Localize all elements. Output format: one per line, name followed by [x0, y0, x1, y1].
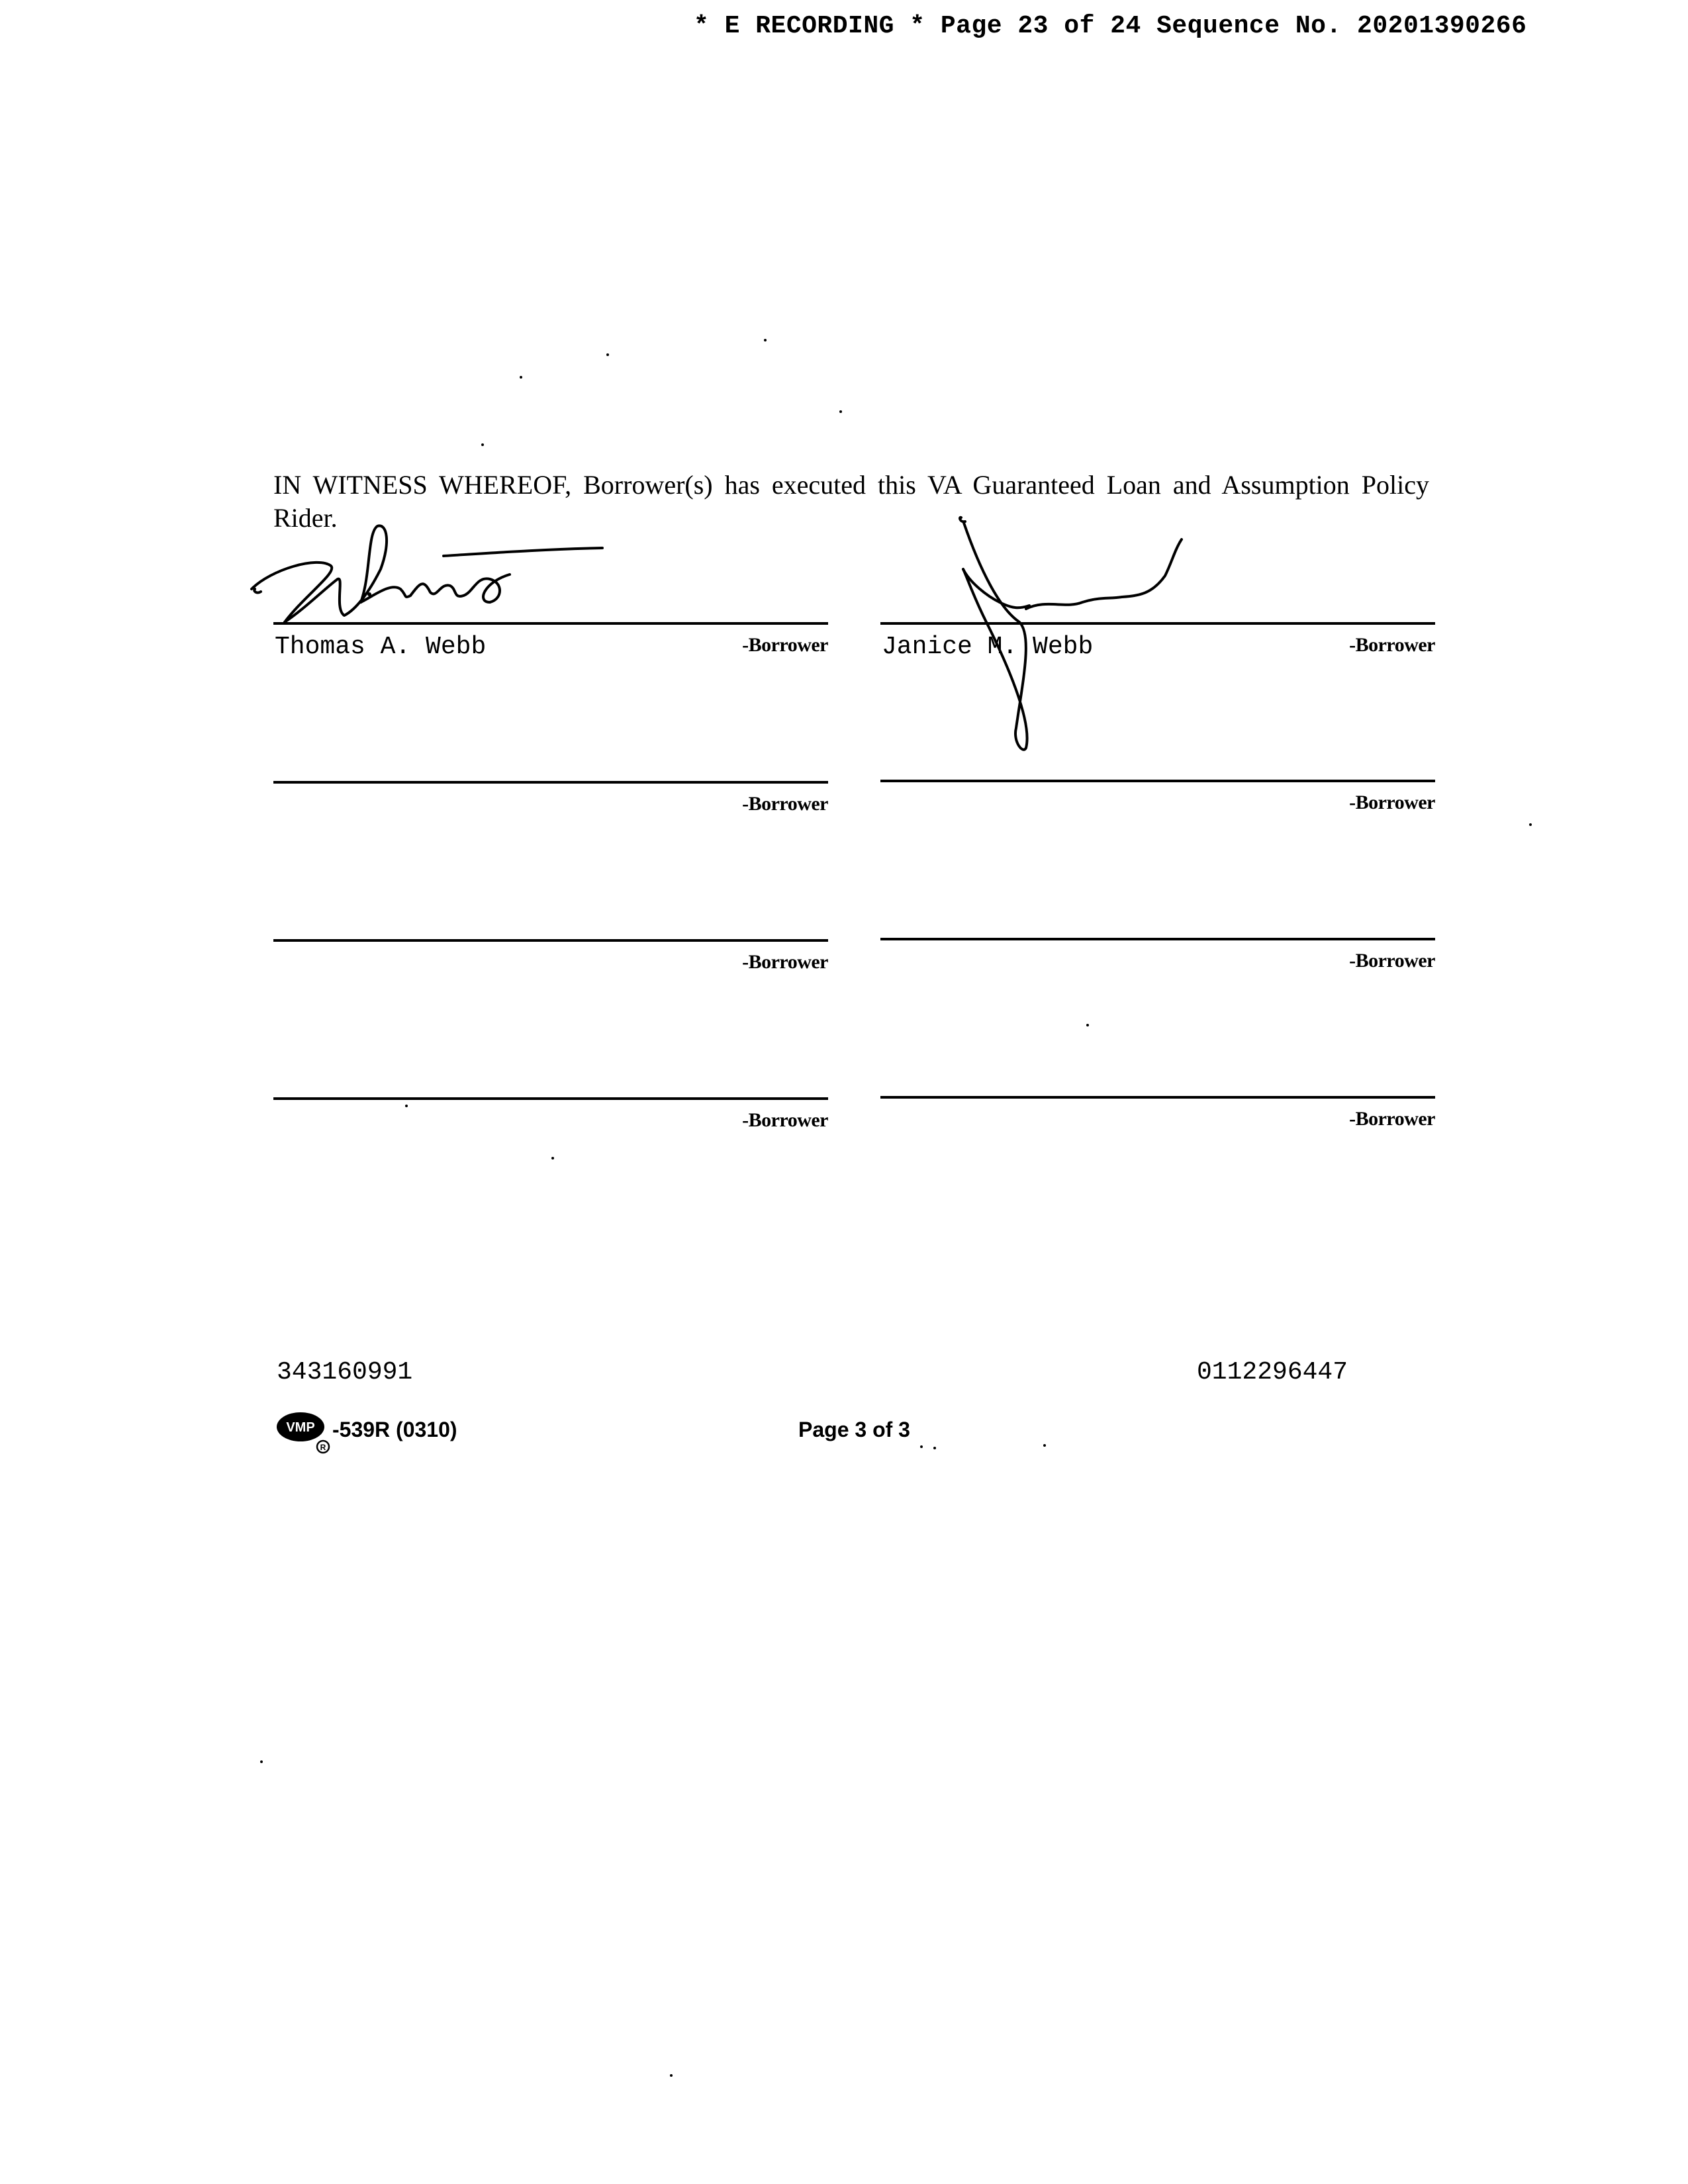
borrower-label: -Borrower — [742, 793, 828, 815]
signer-name: Janice M. Webb — [882, 633, 1094, 661]
signature-block-borrower-3 — [273, 781, 828, 821]
borrower-label: -Borrower — [1349, 634, 1435, 656]
page-indicator: Page 3 of 3 — [798, 1418, 910, 1441]
borrower-label: -Borrower — [1349, 950, 1435, 972]
borrower-label: -Borrower — [742, 951, 828, 973]
borrower-label: -Borrower — [742, 634, 828, 656]
signature-block-borrower-4 — [880, 780, 1435, 819]
signature-line — [273, 781, 828, 784]
borrower-label: -Borrower — [742, 1109, 828, 1131]
svg-text:R: R — [320, 1443, 326, 1452]
vmp-logo-icon — [275, 1410, 332, 1456]
recording-stamp: * E RECORDING * Page 23 of 24 Sequence No. 20201390266 — [694, 12, 1527, 40]
signature-line — [880, 1096, 1435, 1099]
handwritten-signature-janice — [940, 510, 1205, 761]
loan-number-right: 0112296447 — [1197, 1358, 1348, 1387]
form-number: -539R (0310) — [332, 1418, 457, 1441]
signature-line — [880, 938, 1435, 940]
signature-line — [273, 939, 828, 942]
form-identifier — [275, 1410, 540, 1456]
signature-block-borrower-8 — [880, 1096, 1435, 1136]
signature-block-borrower-7 — [273, 1097, 828, 1137]
borrower-label: -Borrower — [1349, 1108, 1435, 1130]
witness-clause: IN WITNESS WHEREOF, Borrower(s) has executed this VA Guaranteed Loan and Assumption Policy Rider. — [273, 470, 1429, 533]
signature-block-borrower-5 — [273, 939, 828, 979]
signer-name: Thomas A. Webb — [275, 633, 487, 661]
signature-line — [880, 780, 1435, 782]
signature-block-borrower-6 — [880, 938, 1435, 978]
loan-number-left: 343160991 — [277, 1358, 413, 1387]
handwritten-signature-thomas — [245, 516, 616, 635]
signature-line — [273, 1097, 828, 1100]
vmp-logo-text: VMP — [286, 1420, 315, 1435]
borrower-label: -Borrower — [1349, 792, 1435, 813]
